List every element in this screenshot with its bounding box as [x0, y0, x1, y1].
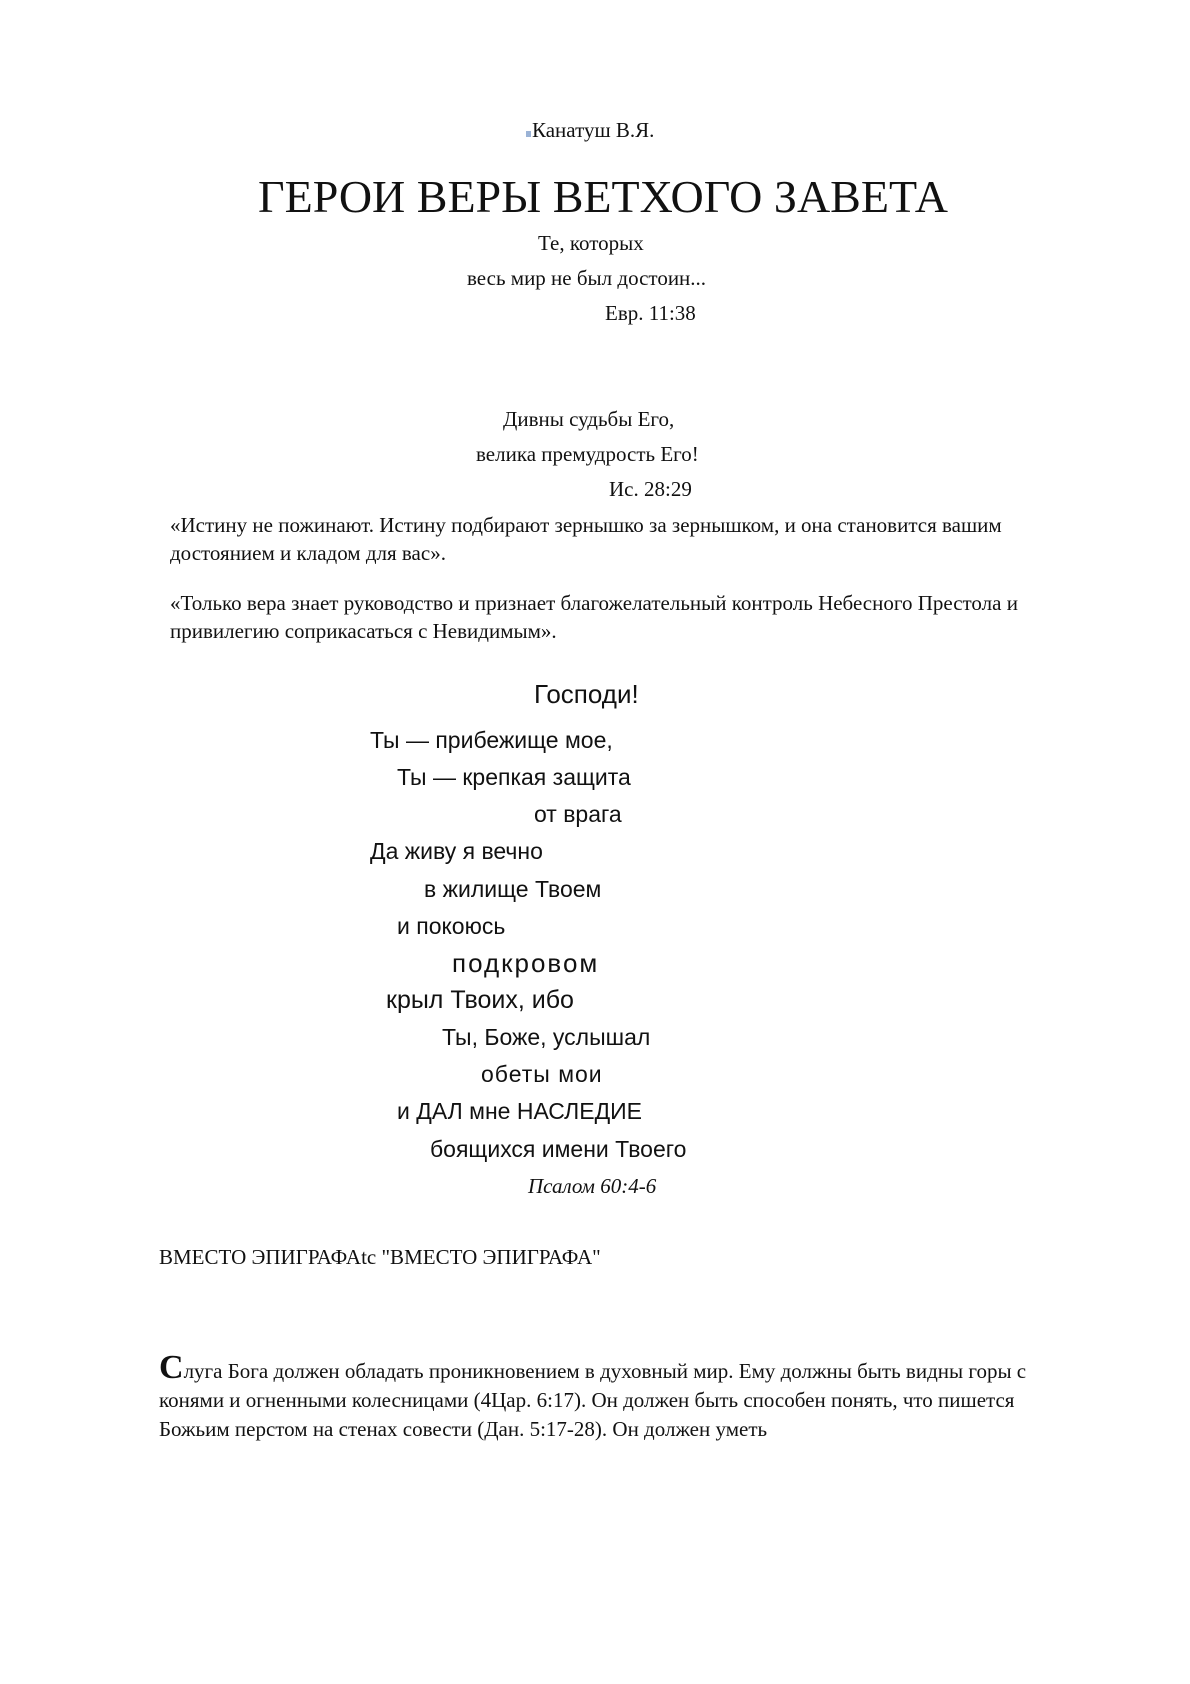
body-text: луга Бога должен обладать проникновением в духовный мир. Ему должны быть видны горы с конями и огненными колесницами (4Цар. 6:17). Он должен быть способен понять, что пишется Божьим перстом на стенах совести (Дан. 5:17-28). Он должен уметь	[159, 1359, 1027, 1441]
poem-line: боящихся имени Твоего	[430, 1136, 687, 1162]
poem-line: обеты мои	[481, 1061, 603, 1087]
poem-line: Ты — прибежище мое,	[370, 727, 613, 753]
poem-line: крыл Твоих, ибо	[386, 986, 574, 1014]
poem-line: Ты, Боже, услышал	[442, 1024, 651, 1050]
epigraph1-ref: Евр. 11:38	[605, 301, 696, 325]
page-title: ГЕРОИ ВЕРЫ ВЕТХОГО ЗАВЕТА	[258, 171, 948, 222]
section-heading: ВМЕСТО ЭПИГРАФАtc "ВМЕСТО ЭПИГРАФА"	[159, 1245, 601, 1269]
poem-line: и ДАЛ мне НАСЛЕДИЕ	[397, 1098, 643, 1124]
drop-cap: С	[159, 1349, 184, 1386]
epigraph1-line: Те, которых	[538, 231, 644, 255]
epigraph2-line: велика премудрость Его!	[476, 442, 699, 466]
author	[526, 118, 654, 143]
quote-paragraph: «Только вера знает руководство и признает благожелательный контроль Небесного Престола и привилегию соприкасаться с Невидимым».	[170, 591, 1018, 643]
poem-line: в жилище Твоем	[424, 876, 602, 902]
poem-heading: Господи!	[534, 679, 639, 709]
poem-line: Да живу я вечно	[370, 838, 543, 864]
epigraph2-line: Дивны судьбы Его,	[503, 407, 675, 431]
poem-line: Ты — крепкая защита	[397, 764, 631, 790]
poem-line: и покоюсь	[397, 913, 506, 939]
epigraph1-line: весь мир не был достоин...	[467, 266, 707, 290]
poem-ref: Псалом 60:4-6	[528, 1174, 657, 1198]
body-paragraph	[159, 1349, 1029, 1444]
author-text: Канатуш В.Я.	[532, 118, 655, 142]
bookmark-marker-icon	[526, 131, 531, 137]
quote-paragraph: «Истину не пожинают. Истину подбирают зернышко за зернышком, и она становится вашим достоянием и кладом для вас».	[170, 513, 1002, 565]
poem-line: от врага	[534, 801, 622, 827]
poem-line: подкровом	[452, 948, 600, 978]
epigraph2-ref: Ис. 28:29	[609, 477, 692, 501]
